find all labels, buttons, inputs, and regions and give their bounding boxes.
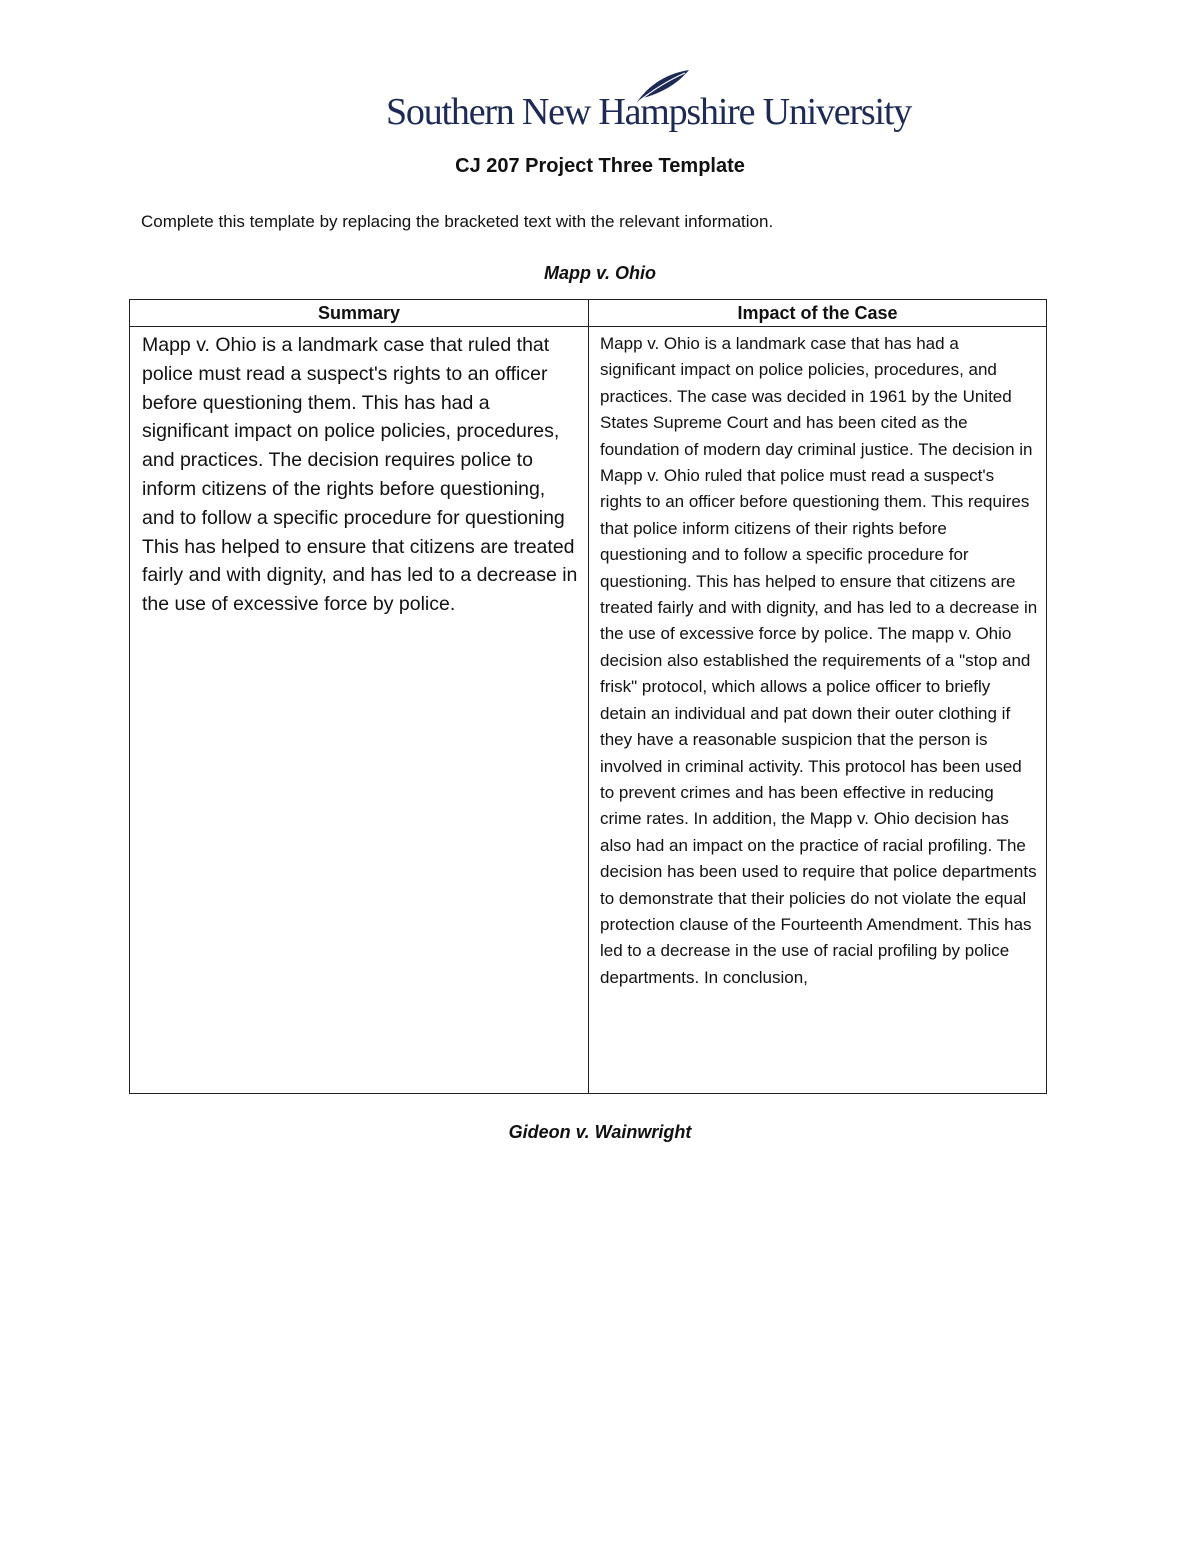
table-row — [130, 327, 1047, 1094]
summary-cell[interactable]: Mapp v. Ohio is a landmark case that ruled that police must read a suspect's rights to an officer before questioning them. This has had a significant impact on police policies, procedures, and practices. The decision requires police to inform citizens of the rights before questioning, and to follow a specific procedure for questioning This has helped to ensure that citizens are treated fairly and with dignity, and has led to a decrease in the use of excessive force by police. — [130, 327, 589, 1094]
logo-wordmark: Southern New Hampshire University — [386, 91, 912, 133]
case-heading-mapp: Mapp v. Ohio — [543, 263, 656, 283]
document-title: CJ 207 Project Three Template — [455, 155, 745, 177]
impact-header: Impact of the Case — [589, 300, 1047, 327]
impact-cell[interactable]: Mapp v. Ohio is a landmark case that has had a significant impact on police policies, procedures, and practices. The case was decided in 1961 by the United States Supreme Court and has been cited as the foundation of modern day criminal justice. The decision in Mapp v. Ohio ruled that police must read a suspect's rights to an officer before questioning them. This requires that police inform citizens of their rights before questioning and to follow a specific procedure for questioning. This has helped to ensure that citizens are treated fairly and with dignity, and has led to a decrease in the use of excessive force by police. The mapp v. Ohio decision also established the requirements of a "stop and frisk" protocol, which allows a police officer to briefly detain an individual and pat down their outer clothing if they have a reasonable suspicion that the person is involved in criminal activity. This protocol has been used to prevent crimes and has been effective in reducing crime rates. In addition, the Mapp v. Ohio decision has also had an impact on the practice of racial profiling. The decision has been used to require that police departments to demonstrate that their policies do not violate the equal protection clause of the Fourteenth Amendment. This has led to a decrease in the use of racial profiling by police departments. In conclusion, — [589, 327, 1047, 1094]
table-header-row — [130, 300, 1047, 327]
summary-header: Summary — [130, 300, 589, 327]
case-table-mapp — [129, 299, 1047, 1094]
university-logo — [386, 68, 912, 138]
instructions-text: Complete this template by replacing the bracketed text with the relevant information. — [141, 212, 774, 231]
case-heading-gideon: Gideon v. Wainwright — [508, 1122, 692, 1142]
